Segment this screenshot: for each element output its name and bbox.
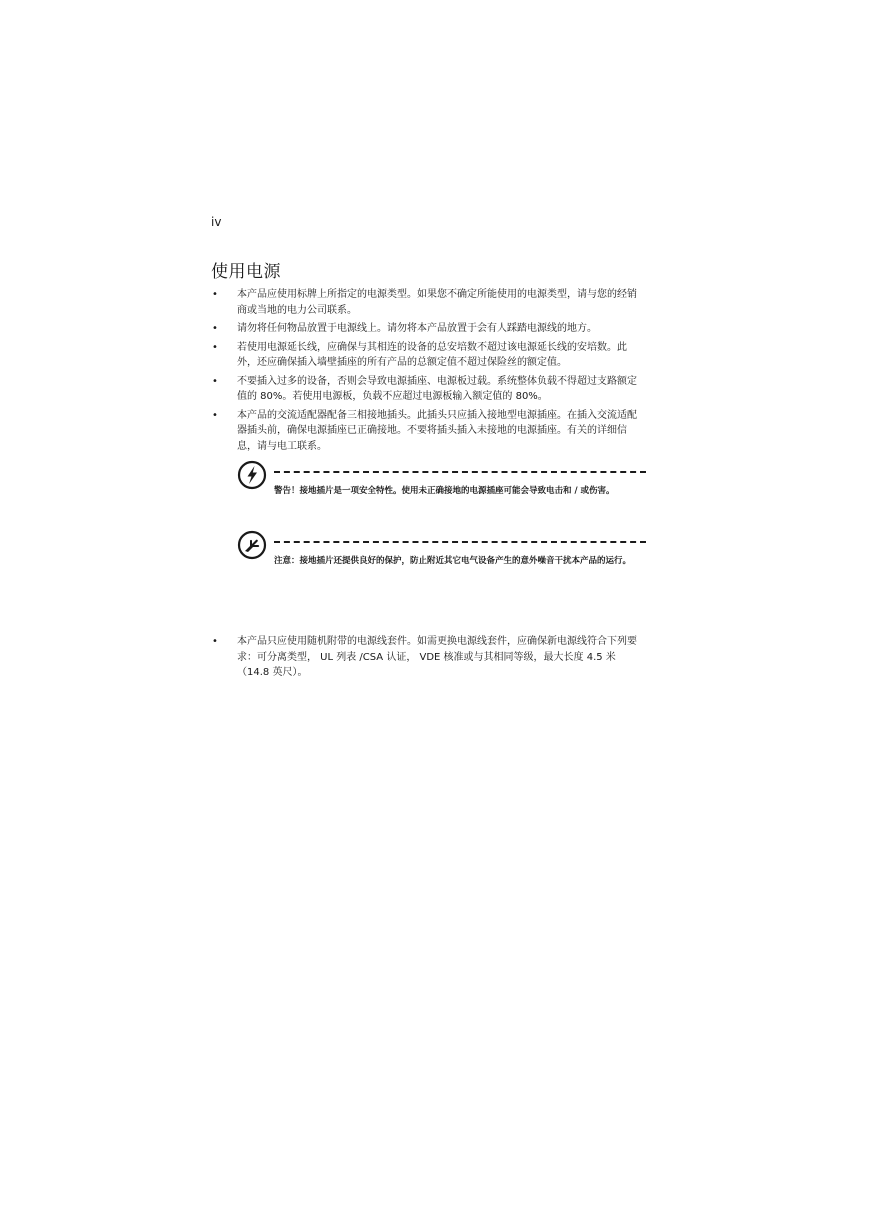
bullet-icon: • [212, 409, 218, 421]
list-item-text: 请勿将任何物品放置于电源线上。请勿将本产品放置于会有人踩踏电源线的地方。 [237, 323, 597, 334]
note-notice [237, 530, 641, 590]
page-number: iv [211, 215, 222, 229]
power-bullet-list [211, 287, 641, 600]
list-item [211, 321, 641, 337]
lightning-warning-icon [237, 460, 267, 490]
bullet-icon: • [212, 289, 218, 300]
list-item [211, 408, 641, 455]
list-item-text: 若使用电源延长线，应确保与其相连的设备的总安培数不超过该电源延长线的安培数。此外，还应确保插入墙壁插座的所有产品的总额定值不超过保险丝的额定值。 [237, 341, 627, 368]
note-text: 注意：接地插片还提供良好的保护，防止附近其它电气设备产生的意外噪音干扰本产品的运行。 [274, 556, 632, 566]
list-item [211, 287, 641, 318]
list-item-text: 不要插入过多的设备，否则会导致电源插座、电源板过载。系统整体负载不得超过支路额定值的 80%。若使用电源板，负载不应超过电源板输入额定值的 80%。 [237, 375, 637, 402]
list-item-text: 本产品应使用标牌上所指定的电源类型。如果您不确定所能使用的电源类型，请与您的经销商或当地的电力公司联系。 [237, 289, 637, 316]
list-item [211, 340, 641, 371]
warning-notice [237, 460, 641, 520]
notice-divider [274, 541, 646, 543]
bullet-icon: • [212, 341, 218, 353]
power-cord-bullet-list [211, 634, 641, 684]
warning-text: 警告！接地插片是一项安全特性。使用未正确接地的电源插座可能会导致电击和 / 或伤害。 [274, 486, 615, 496]
bullet-icon: • [212, 375, 218, 387]
list-item [211, 374, 641, 405]
notice-divider [274, 471, 646, 473]
section-title: 使用电源 [211, 262, 281, 282]
bullet-icon: • [212, 636, 218, 647]
hand-note-icon [237, 530, 267, 560]
list-item [211, 634, 641, 681]
bullet-icon: • [212, 323, 218, 334]
list-item-text: 本产品的交流适配器配备三相接地插头。此插头只应插入接地型电源插座。在插入交流适配器插头前，确保电源插座已正确接地。不要将插头插入未接地的电源插座。有关的详细信息，请与电工联系。 [237, 409, 637, 452]
list-item-text: 本产品只应使用随机附带的电源线套件。如需更换电源线套件，应确保新电源线符合下列要求：可分离类型， UL 列表 /CSA 认证， VDE 核准或与其相同等级，最大长度 4.5 米 （14.8 英尺）。 [237, 636, 637, 678]
